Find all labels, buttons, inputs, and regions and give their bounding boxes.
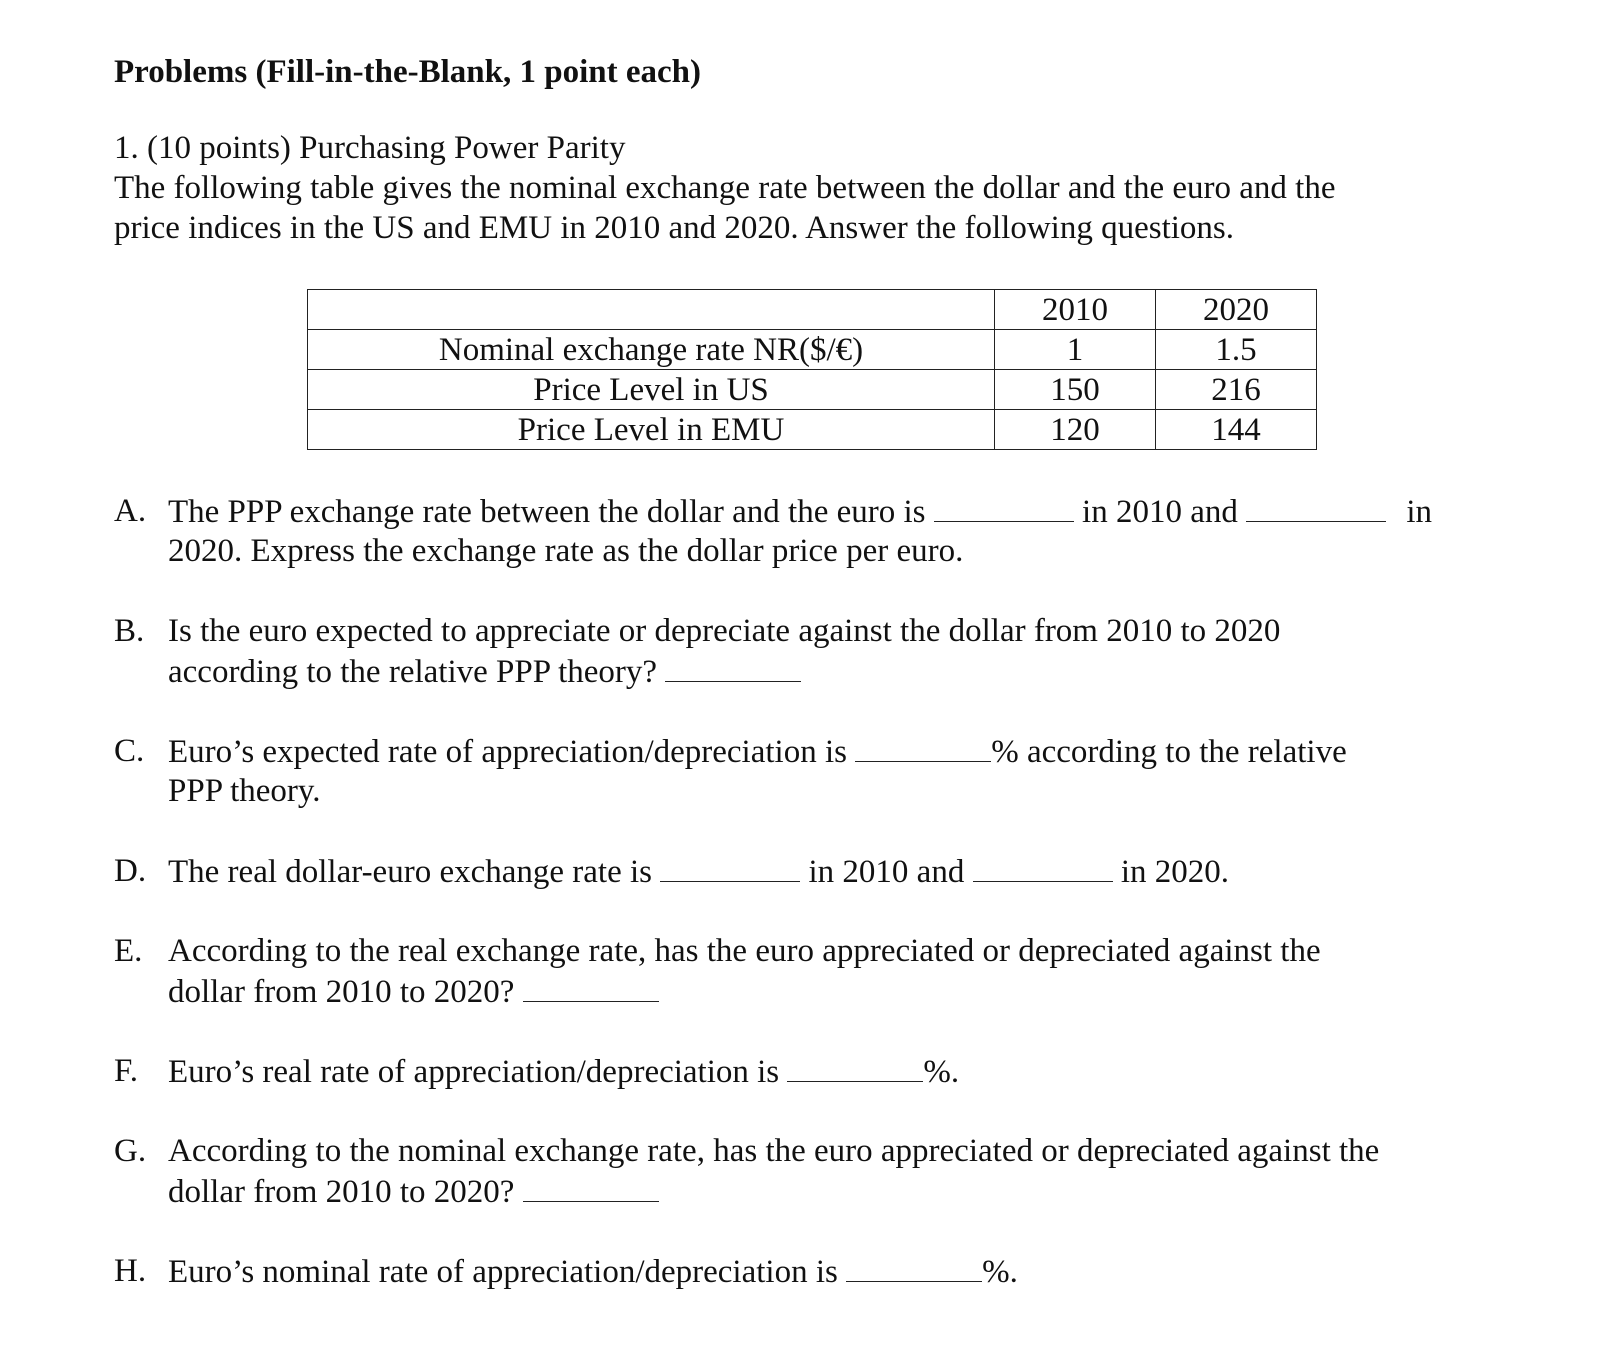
question-text: The PPP exchange rate between the dollar and the euro is <box>168 494 926 530</box>
question-letter: E. <box>114 933 143 969</box>
question-text: Euro’s expected rate of appreciation/depreciation is <box>168 734 847 770</box>
problem-intro <box>114 128 1335 248</box>
table-cell: 120 <box>995 410 1156 450</box>
table-row <box>308 410 1317 450</box>
table-cell: 216 <box>1156 370 1317 410</box>
table-cell: 150 <box>995 370 1156 410</box>
question-c-line-1 <box>168 731 1347 772</box>
question-text: According to the nominal exchange rate, has the euro appreciated or depreciated against the <box>168 1133 1380 1169</box>
problem-description-line-2: price indices in the US and EMU in 2010 and 2020. Answer the following questions. <box>114 210 1235 246</box>
question-e-line-2 <box>168 971 659 1012</box>
answer-blank[interactable] <box>855 731 991 762</box>
answer-blank[interactable] <box>934 491 1074 522</box>
question-text: The real dollar-euro exchange rate is <box>168 854 652 890</box>
table-row-label: Nominal exchange rate NR($/€) <box>308 330 995 370</box>
table-header-cell: 2020 <box>1156 290 1317 330</box>
question-a-line-1 <box>168 491 1432 532</box>
question-letter: C. <box>114 733 145 769</box>
question-text: PPP theory. <box>168 773 321 809</box>
table-cell: 144 <box>1156 410 1317 450</box>
question-letter: D. <box>114 853 147 889</box>
table-row-label: Price Level in US <box>308 370 995 410</box>
question-g-line-2 <box>168 1171 659 1212</box>
question-h-line-1 <box>168 1251 1018 1292</box>
answer-blank[interactable] <box>846 1251 982 1282</box>
section-heading: Problems (Fill-in-the-Blank, 1 point each) <box>114 54 701 90</box>
answer-blank[interactable] <box>787 1051 923 1082</box>
question-text: according to the relative PPP theory? <box>168 654 658 690</box>
question-text: in 2010 and <box>1082 494 1238 530</box>
question-text: %. <box>923 1054 960 1090</box>
table-header-cell <box>308 290 995 330</box>
question-letter: F. <box>114 1053 138 1089</box>
question-text: According to the real exchange rate, has the euro appreciated or depreciated against the <box>168 933 1321 969</box>
table-header-cell: 2010 <box>995 290 1156 330</box>
answer-blank[interactable] <box>1246 491 1386 522</box>
table-header-row <box>308 290 1317 330</box>
problem-description-line-1: The following table gives the nominal exchange rate between the dollar and the euro and the <box>114 170 1336 206</box>
question-text: 2020. Express the exchange rate as the dollar price per euro. <box>168 533 964 569</box>
question-text: %. <box>982 1254 1018 1290</box>
question-text: Is the euro expected to appreciate or depreciate against the dollar from 2010 to 2020 <box>168 613 1281 649</box>
question-letter: A. <box>114 493 147 529</box>
table-cell: 1 <box>995 330 1156 370</box>
question-text: in <box>1406 494 1433 530</box>
exchange-rate-table <box>307 289 1317 450</box>
question-b-line-2 <box>168 651 801 692</box>
problem-title: 1. (10 points) Purchasing Power Parity <box>114 130 626 166</box>
answer-blank[interactable] <box>973 851 1113 882</box>
answer-blank[interactable] <box>660 851 800 882</box>
question-text: dollar from 2010 to 2020? <box>168 1174 515 1210</box>
question-letter: H. <box>114 1253 147 1289</box>
question-text: in 2010 and <box>808 854 965 890</box>
table-cell: 1.5 <box>1156 330 1317 370</box>
question-letter: B. <box>114 613 145 649</box>
question-letter: G. <box>114 1133 147 1169</box>
answer-blank[interactable] <box>665 651 801 682</box>
question-f-line-1 <box>168 1051 959 1092</box>
question-text: Euro’s nominal rate of appreciation/depreciation is <box>168 1254 838 1290</box>
table-row <box>308 370 1317 410</box>
question-text: dollar from 2010 to 2020? <box>168 974 515 1010</box>
question-text: Euro’s real rate of appreciation/depreciation is <box>168 1054 780 1090</box>
answer-blank[interactable] <box>523 971 659 1002</box>
table-row-label: Price Level in EMU <box>308 410 995 450</box>
question-text: % according to the relative <box>991 734 1347 770</box>
answer-blank[interactable] <box>523 1171 659 1202</box>
question-text: in 2020. <box>1120 854 1229 890</box>
question-d-line-1 <box>168 851 1229 892</box>
table-row <box>308 330 1317 370</box>
